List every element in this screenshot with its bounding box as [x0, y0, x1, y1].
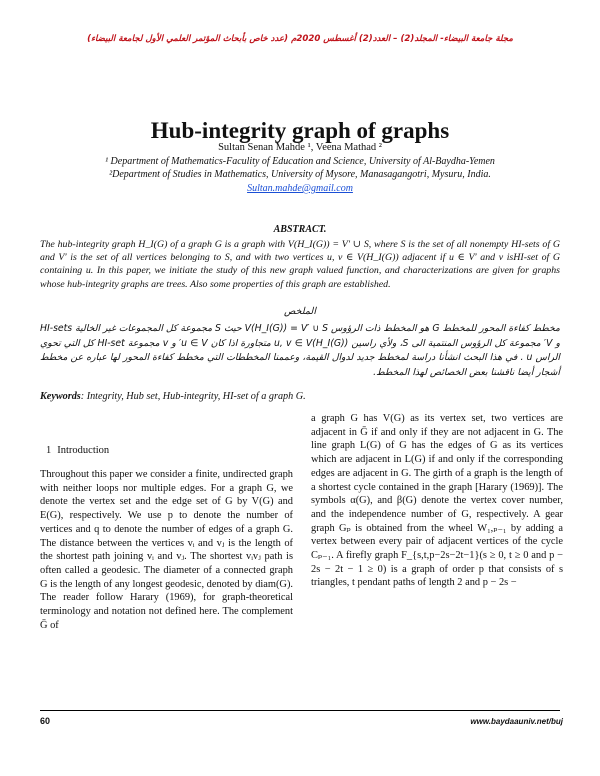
abstract-heading: ABSTRACT. [273, 224, 327, 235]
intro-left-column: Throughout this paper we consider a finite, undirected graph with neither loops nor multiple edges. For a graph G, we denote the vertex set and the edge set of G by V(G) and E(G), respectively. We use p to denote the number of vertices and q to denote the number of edges of a graph G. The distance between the vertices vᵢ and vⱼ is the length of the shortest path joining vᵢ and vⱼ. The shortest vᵢvⱼ path is often called a geodesic. The diameter of a connected graph G is the length of any longest geodesic, denoted by diam(G). The reader follow Harary (1969), for graph-theoretical terminology and notation not defined here. The complement Ḡ of [40, 469, 293, 631]
author-email-link[interactable]: Sultan.mahde@gmail.com [247, 183, 353, 194]
footer-url-link[interactable]: www.baydaauniv.net/buj [470, 717, 563, 726]
arabic-abstract-heading: الملخص [284, 306, 316, 317]
arabic-abstract-text: مخطط كفاءة المحور للمخطط G هو المخطط ذات الرؤوس V(H_I(G)) = V′ ∪ S حيث S مجموعة كل المجموعات غير الخالية HI-sets و V′ مجموعة كل الرؤوس المنتمية الى S، ولأي راسين u, v ∈ V(H_I(G)) متجاورة اذا كان u ∈ V′ و v مجموعة HI-set كل التي تحوي الراس u . في هذا البحث انشأنا دراسة لمخطط جديد لدوال القيمة، وعممنا المخططات التي مخطط كفاءة المحور لها عباره عن مخطط أشجار أيضا ناقشنا بعض الخصائص لهذا المخطط. [40, 323, 561, 378]
intro-right-column: a graph G has V(G) as its vertex set, two vertices are adjacent in Ḡ if and only if they are not adjacent in G. The line graph L(G) of G has the edges of G as its vertices which are adjacent in L(G) if and only if the corresponding edges are adjacent in G. The girth of a graph is the length of a shortest cycle contained in the graph [Harary (1969)]. The symbols α(G), and β(G) denote the vertex cover number, and the independence number of G, respectively. A gear graph Gₚ is obtained from the wheel W₁,ₚ₋₁ by adding a vertex between every pair of adjacent vertices of the cycle Cₚ₋₁. A firefly graph F_{s,t,p−2s−2t−1}(s ≥ 0, t ≥ 0 and p − 2s − 2t − 1 ≥ 0) is a graph of order p that consists of s triangles, t pendant paths of length 2 and p − 2s − [311, 413, 563, 589]
page-number: 60 [40, 716, 51, 726]
keywords-line [40, 391, 560, 402]
footer-divider [40, 710, 560, 711]
section-heading [46, 445, 115, 456]
affiliation-2: ²Department of Studies in Mathematics, University of Mysore, Manasagangotri, Mysuru, India. [109, 169, 491, 180]
abstract-text: The hub-integrity graph H_I(G) of a graph G is a graph with V(H_I(G)) = V′ ∪ S, where S is the set of all nonempty HI-sets of G and V′ is the set of all vertices belonging to S, and with two vertices u, v ∈ V(H_I(G)) adjacent if u ∈ V′ and v isHI-set of G containing u. In this paper, we initiate the study of this new graph valued function, and characterizations are given for graphs whose hub-integrity graphs are trees. Also some properties of this graph are established. [40, 239, 560, 290]
keywords-label: Keywords [40, 391, 81, 402]
keywords-text: : Integrity, Hub set, Hub-integrity, HI-set of a graph G. [80, 391, 306, 402]
section-title: Introduction [57, 445, 110, 456]
journal-header: مجلة جامعة البيضاء- المجلد(2) – العدد(2) أغسطس 2020م (عدد خاص بأبحاث المؤتمر العلمي الأول لجامعة البيضاء) [87, 34, 513, 44]
affiliation-1: ¹ Department of Mathematics-Faculity of Education and Science, University of Al-Baydha-Yemen [105, 156, 495, 167]
section-number: 1 [46, 445, 52, 456]
paper-title: Hub-integrity graph of graphs [150, 118, 450, 143]
paper-authors: Sultan Senan Mahde ¹, Veena Mathad ² [218, 142, 382, 153]
